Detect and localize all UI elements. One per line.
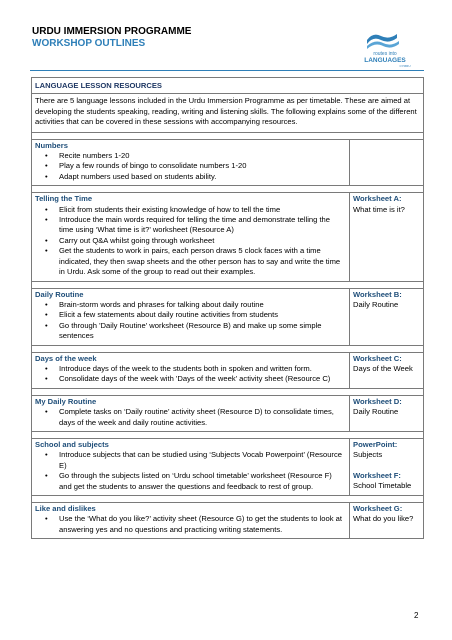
logo-graphic: [353, 26, 417, 70]
lesson-activities-cell: [32, 139, 350, 186]
lesson-activities-cell: [32, 438, 350, 495]
section-spacer: [32, 388, 424, 395]
worksheet-cell: [350, 395, 424, 431]
section-spacer: [32, 281, 424, 288]
logo-line2: LANGUAGES: [364, 57, 406, 64]
worksheet-cell: [350, 139, 424, 186]
activity-item: • Brain-storm words and phrases for talking about daily routine: [35, 300, 346, 310]
worksheet-name: Days of the Week: [353, 363, 413, 373]
lesson-section-title: School and subjects: [35, 439, 109, 449]
lesson-section-title: Days of the week: [35, 353, 97, 363]
lesson-section-row: [32, 288, 424, 345]
worksheet-name: Daily Routine: [353, 407, 399, 417]
lesson-resources-table: [31, 77, 424, 539]
worksheet-title: Worksheet F:: [353, 470, 401, 480]
activity-item: • Go through 'Daily Routine' worksheet (Resource B) and make up some simple sentences: [35, 321, 346, 342]
resources-heading-row: [32, 78, 424, 94]
lesson-section-title: Like and dislikes: [35, 504, 96, 513]
section-spacer: [32, 186, 424, 193]
header-divider: [30, 70, 424, 71]
lesson-activities-cell: [32, 288, 350, 345]
resources-heading: LANGUAGE LESSON RESOURCES: [35, 81, 162, 90]
worksheet-title: Worksheet G:: [353, 504, 403, 513]
activity-item: • Complete tasks on ‘Daily routine’ activity sheet (Resource D) to consolidate times, days of the week and daily routine activities.: [35, 407, 346, 428]
activity-list: [35, 300, 346, 342]
activity-item: • Elicit a few statements about daily routine activities from students: [35, 310, 346, 320]
document-title: URDU IMMERSION PROGRAMME: [32, 26, 192, 37]
worksheet-cell: [350, 503, 424, 539]
lesson-activities-cell: [32, 503, 350, 539]
worksheet-title: Worksheet D:: [353, 396, 402, 406]
lesson-section-title: Daily Routine: [35, 289, 84, 299]
worksheet-title: Worksheet C:: [353, 353, 402, 363]
activity-item: • Use the ‘What do you like?’ activity sheet (Resource G) to get the students to look at answering yes and no questions and practicing writing statements.: [35, 514, 346, 535]
logo-line3: CYMRU: [399, 64, 411, 68]
activity-list: [35, 364, 346, 385]
worksheet-cell: [350, 193, 424, 281]
activity-item: • Introduce days of the week to the students both in spoken and written form.: [35, 364, 346, 374]
activity-list: [35, 407, 346, 428]
lesson-section-row: [32, 139, 424, 186]
page-number: 2: [414, 611, 419, 620]
activity-item: • Elicit from students their existing knowledge of how to tell the time: [35, 205, 346, 215]
activity-item: • Go through the subjects listed on ‘Urdu school timetable’ worksheet (Resource F) and get the students to answer the questions and feedback to rest of group.: [35, 471, 346, 492]
document-header: [32, 26, 191, 50]
worksheet-title: Worksheet B:: [353, 289, 402, 299]
activity-list: [35, 450, 346, 492]
activity-item: • Carry out Q&A whilst going through worksheet: [35, 236, 346, 246]
worksheet-name: School Timetable: [353, 481, 412, 491]
activity-list: [35, 205, 346, 278]
activity-item: • Play a few rounds of bingo to consolidate numbers 1-20: [35, 161, 346, 171]
activity-item: • Adapt numbers used based on students ability.: [35, 172, 346, 182]
activity-list: [35, 514, 346, 535]
routes-into-languages-logo: [353, 26, 417, 70]
worksheet-name: Subjects: [353, 450, 383, 460]
lesson-section-row: [32, 395, 424, 431]
worksheet-title: Worksheet A:: [353, 194, 402, 204]
worksheet-cell: [350, 438, 424, 495]
intro-paragraph: There are 5 language lessons included in the Urdu Immersion Programme as per timetable. These are aimed at developing the students speaking, reading, writing and listening skills. The following explains some of the different activities that can be covered in these sessions with accompanying resources.: [35, 96, 417, 127]
worksheet-name: What do you like?: [353, 514, 414, 524]
worksheet-name: What time is it?: [353, 204, 405, 214]
activity-item: • Get the students to work in pairs, each person draws 5 clock faces with a time indicated, they then swap sheets and the other person has to say and write the time in Urdu. Ask some of the group to read out their examples.: [35, 246, 346, 277]
logo-line1: routes into: [373, 51, 397, 57]
lesson-section-title: Numbers: [35, 140, 68, 150]
activity-item: • Recite numbers 1-20: [35, 151, 346, 161]
lesson-section-row: [32, 352, 424, 388]
worksheet-title: PowerPoint:: [353, 439, 398, 449]
lesson-section-row: [32, 503, 424, 539]
lesson-activities-cell: [32, 352, 350, 388]
lesson-activities-cell: [32, 395, 350, 431]
section-spacer: [32, 345, 424, 352]
activity-item: • Introduce subjects that can be studied using ‘Subjects Vocab Powerpoint’ (Resource E): [35, 450, 346, 471]
lesson-section-title: My Daily Routine: [35, 396, 97, 406]
section-spacer: [32, 431, 424, 438]
activity-list: [35, 151, 346, 182]
worksheet-cell: [350, 288, 424, 345]
lesson-section-title: Telling the Time: [35, 194, 93, 204]
section-spacer: [32, 132, 424, 139]
activity-item: • Introduce the main words required for telling the time and demonstrate telling the time using ‘What time is it?’ worksheet (Resource A): [35, 215, 346, 236]
worksheet-cell: [350, 352, 424, 388]
activity-item: • Consolidate days of the week with 'Days of the week' activity sheet (Resource C): [35, 374, 346, 384]
section-spacer: [32, 496, 424, 503]
intro-row: [32, 94, 424, 132]
document-subtitle: WORKSHOP OUTLINES: [32, 38, 146, 49]
lesson-activities-cell: [32, 193, 350, 281]
lesson-section-row: [32, 193, 424, 281]
worksheet-name: Daily Routine: [353, 299, 399, 309]
lesson-section-row: [32, 438, 424, 495]
